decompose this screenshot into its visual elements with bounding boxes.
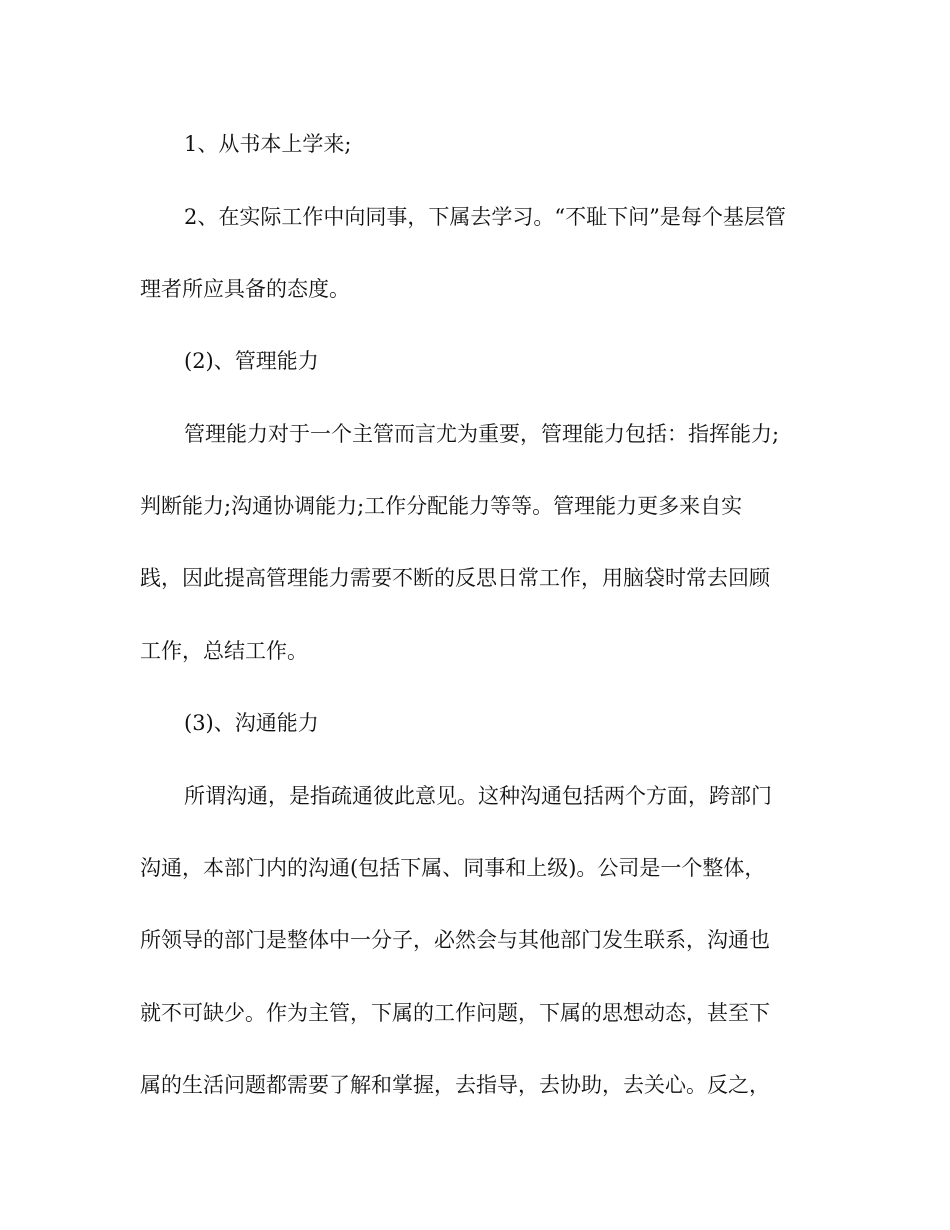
text-line-5: 管理能力对于一个主管而言尤为重要，管理能力包括：指挥能力;: [184, 422, 780, 446]
section-heading-communication: (3)、沟通能力: [184, 711, 319, 735]
text-line-6: 判断能力;沟通协调能力;工作分配能力等等。管理能力更多来自实: [140, 494, 743, 518]
text-line-13: 就不可缺少。作为主管，下属的工作问题，下属的思想动态，甚至下: [140, 1001, 770, 1025]
text-line-12: 所领导的部门是整体中一分子，必然会与其他部门发生联系，沟通也: [140, 928, 770, 952]
text-line-14: 属的生活问题都需要了解和掌握，去指导，去协助，去关心。反之，: [140, 1073, 770, 1097]
text-line-10: 所谓沟通，是指疏通彼此意见。这种沟通包括两个方面，跨部门: [184, 784, 772, 808]
text-line-3: 理者所应具备的态度。: [140, 277, 350, 301]
text-line-8: 工作，总结工作。: [140, 639, 308, 663]
section-heading-management: (2)、管理能力: [184, 349, 319, 373]
text-line-11: 沟通，本部门内的沟通(包括下属、同事和上级)。公司是一个整体，: [140, 856, 766, 880]
text-line-1: 1、从书本上学来;: [184, 132, 352, 156]
text-line-2: 2、在实际工作中向同事，下属去学习。“不耻下问”是每个基层管: [184, 205, 786, 229]
text-line-7: 践，因此提高管理能力需要不断的反思日常工作，用脑袋时常去回顾: [140, 566, 770, 590]
